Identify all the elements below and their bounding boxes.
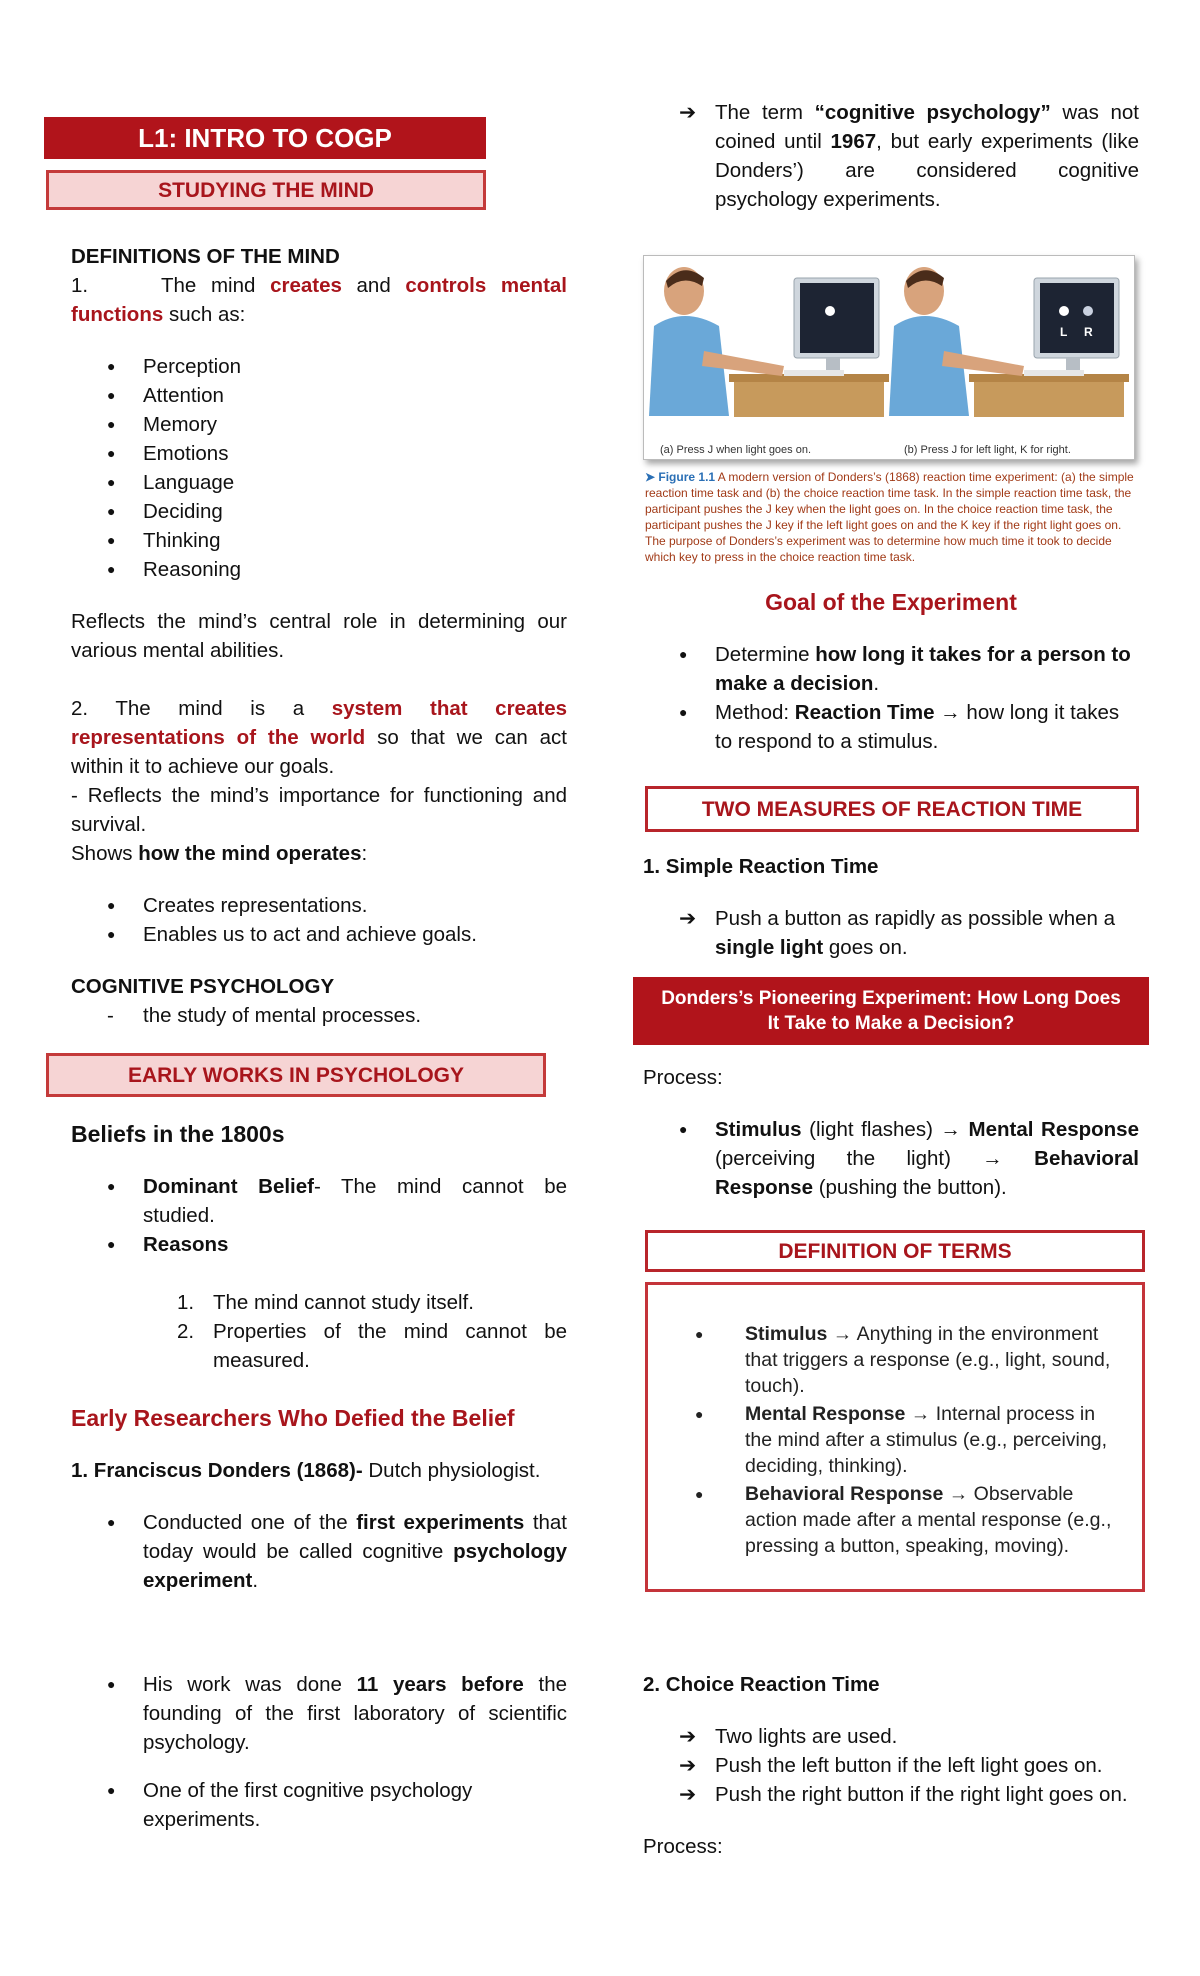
work-b1: 11 years before — [356, 1673, 524, 1696]
sub-banner — [46, 170, 486, 210]
reasons-bold: Reasons — [143, 1233, 229, 1256]
term-b2: 1967 — [830, 130, 877, 153]
donders-banner-line1: Donders’s Pioneering Experiment: How Long Does — [661, 988, 1121, 1009]
conducted-t2: that today would be called cognitive — [143, 1511, 568, 1563]
process-t2: (perceiving the light) → — [715, 1147, 1003, 1170]
def2-highlight: system that creates representations of the world — [71, 697, 567, 749]
simple-t1: Push a button as rapidly as possible when a — [715, 907, 1116, 930]
dominant-bold: Dominant Belief — [143, 1175, 314, 1198]
donders-banner — [633, 977, 1149, 1045]
list-item — [643, 698, 1139, 756]
list-item: ● Creates representations. — [71, 891, 567, 920]
list-item: ● Attention — [71, 381, 567, 410]
def-text: → Observable action made after a mental response (e.g., pressing a button, speaking, moving). — [745, 1483, 1112, 1557]
def1-num: 1. — [71, 274, 89, 297]
conducted-t3: . — [252, 1569, 259, 1592]
list-item: ➔ Push the left button if the left light goes on. — [643, 1751, 1139, 1780]
goal-heading: Goal of the Experiment — [765, 589, 1017, 615]
def1-highlight2: controls mental functions — [71, 274, 567, 326]
left-column — [71, 242, 567, 1030]
screen-letter-left: L — [1060, 325, 1068, 339]
conducted-b1: first experiments — [356, 1511, 525, 1534]
def-text: → Anything in the environment that triggers a response (e.g., light, sound, touch). — [745, 1323, 1111, 1397]
goal-list — [643, 640, 1139, 756]
definition-list — [660, 1321, 1126, 1559]
choice-heading: 2. Choice Reaction Time — [643, 1673, 880, 1696]
dominant-text: - The mind cannot be studied. — [143, 1175, 567, 1227]
reasons-list — [71, 1288, 567, 1375]
goal2-b1: Reaction Time — [794, 701, 935, 724]
list-item: ● Deciding — [71, 497, 567, 526]
simple-rt-section — [643, 852, 1139, 962]
beliefs-heading: Beliefs in the 1800s — [71, 1121, 285, 1147]
choice-rt-section — [643, 1670, 1139, 1861]
definition-banner-text: DEFINITION OF TERMS — [778, 1239, 1012, 1263]
work-list — [71, 1670, 567, 1834]
cog-psych-def — [71, 1001, 567, 1030]
list-item — [660, 1481, 1126, 1559]
donders-bold: 1. Franciscus Donders (1868)- — [71, 1459, 363, 1482]
operates-list — [71, 891, 567, 949]
donders-banner-line2: It Take to Make a Decision? — [767, 1013, 1015, 1034]
sub-banner-text: STUDYING THE MIND — [158, 178, 374, 202]
term-t3: , but early experiments (like Donders’) are considered cognitive psychology experiments. — [715, 130, 1139, 211]
goal1-t2: . — [873, 672, 880, 695]
process-b1: Stimulus — [715, 1118, 802, 1141]
panel-b — [889, 267, 1129, 417]
list-item: ● Perception — [71, 352, 567, 381]
donders-list — [71, 1508, 567, 1595]
shows-line — [71, 839, 567, 868]
definition-box — [645, 1282, 1145, 1592]
list-item: ➔ Two lights are used. — [643, 1722, 1139, 1751]
simple-b1: single light — [715, 936, 824, 959]
reflects-1: Reflects the mind’s central role in determining our various mental abilities. — [71, 610, 567, 662]
figure-caption — [645, 469, 1135, 565]
list-item — [71, 1288, 567, 1317]
work-t1: His work was done — [143, 1673, 342, 1696]
donders-text: Dutch physiologist. — [368, 1459, 541, 1482]
process-t1: (light flashes) → — [809, 1118, 961, 1141]
definition-2 — [71, 694, 567, 781]
caption-lead: ➤ Figure 1.1 — [645, 470, 716, 484]
process-label: Process: — [643, 1066, 723, 1089]
title-banner-text: L1: INTRO TO COGP — [138, 122, 392, 153]
term-b1: “cognitive psychology” — [814, 101, 1051, 124]
process-b3: Behavioral Response — [715, 1147, 1139, 1199]
def1-text2: and — [356, 274, 391, 297]
process-t3: (pushing the button). — [818, 1176, 1007, 1199]
cog-psych-heading: COGNITIVE PSYCHOLOGY — [71, 975, 335, 998]
early-works-banner — [46, 1053, 546, 1097]
screen-letter-right: R — [1084, 325, 1093, 339]
conducted-t1: Conducted one of the — [143, 1511, 348, 1534]
process-b2: Mental Response — [968, 1118, 1139, 1141]
title-banner — [44, 117, 486, 159]
choice-list — [643, 1722, 1139, 1809]
reflects-2: - Reflects the mind’s importance for functioning and survival. — [71, 784, 567, 836]
definition-1 — [71, 271, 567, 329]
def-term: Mental Response — [745, 1403, 906, 1425]
goal1-t1: Determine — [715, 643, 810, 666]
def-term: Behavioral Response — [745, 1483, 944, 1505]
reason-num: 1. — [177, 1291, 195, 1314]
goal1-b1: how long it takes for a person to make a decision — [715, 643, 1131, 695]
list-item: ● Reasoning — [71, 555, 567, 584]
list-item: ➔ Push the right button if the right light goes on. — [643, 1780, 1139, 1809]
shows-post: : — [361, 842, 368, 865]
def2-text2: so that we can act within it to achieve our goals. — [71, 726, 567, 778]
list-item — [643, 1115, 1139, 1202]
list-item — [643, 98, 1139, 214]
figure-label-b: (b) Press J for left light, K for right. — [904, 444, 1071, 456]
panel-a — [649, 267, 889, 417]
term-t1: The term — [715, 101, 803, 124]
work-t2: the founding of the first laboratory of scientific psychology. — [143, 1673, 568, 1754]
list-item: ● Memory — [71, 410, 567, 439]
def1-highlight1: creates — [270, 274, 342, 297]
def1-text3: such as: — [168, 303, 246, 326]
simple-t2: goes on. — [828, 936, 908, 959]
caption-text: A modern version of Donders’s (1868) reaction time experiment: (a) the simple reaction time task and (b) the choice reaction time task. In the simple reaction time task, the participant pushes the J key when the light goes on. In the choice reaction time task, the participant pushes the J key if the left light goes on and the K key if the right light goes on. The purpose of Donders’s experiment was to determine how much time it took to decide which key to press in the choice reaction time task. — [645, 470, 1134, 564]
goal2-t2: → how long it takes to respond to a stimulus. — [715, 701, 1120, 753]
goal2-t1: Method: — [715, 701, 790, 724]
beliefs-list — [71, 1172, 567, 1259]
reason-text: Properties of the mind cannot be measured. — [213, 1320, 567, 1372]
term-t2: was not coined until — [715, 101, 1139, 153]
left-column-lower — [71, 1120, 567, 1834]
reaction-time-illustration — [644, 256, 1134, 431]
simple-heading: 1. Simple Reaction Time — [643, 855, 879, 878]
reason-text: The mind cannot study itself. — [213, 1291, 474, 1314]
cog-dash: - — [107, 1004, 114, 1027]
list-item: ● Enables us to act and achieve goals. — [71, 920, 567, 949]
researchers-heading: Early Researchers Who Defied the Belief — [71, 1405, 515, 1431]
right-column-mid — [643, 588, 1139, 756]
donders-line — [71, 1456, 567, 1485]
right-column-top — [643, 98, 1139, 214]
reason-num: 2. — [177, 1320, 195, 1343]
list-item: ● One of the first cognitive psychology experiments. — [71, 1776, 567, 1834]
simple-list — [643, 904, 1139, 962]
list-item — [643, 904, 1139, 962]
cog-def-text: the study of mental processes. — [143, 1004, 422, 1027]
process-list — [643, 1115, 1139, 1202]
donders-figure — [643, 255, 1135, 460]
two-measures-banner-text: TWO MEASURES OF REACTION TIME — [701, 797, 1083, 821]
shows-pre: Shows — [71, 842, 133, 865]
definitions-heading: DEFINITIONS OF THE MIND — [71, 245, 340, 268]
figure-label-a: (a) Press J when light goes on. — [660, 444, 812, 456]
list-item — [660, 1401, 1126, 1479]
definition-banner — [645, 1230, 1145, 1272]
list-item — [71, 1317, 567, 1375]
process-label-2: Process: — [643, 1835, 723, 1858]
list-item — [71, 1670, 567, 1757]
process-section — [643, 1063, 1139, 1202]
def-text: → Internal process in the mind after a stimulus (e.g., perceiving, deciding, thinking). — [745, 1403, 1107, 1477]
list-item: ● Language — [71, 468, 567, 497]
two-measures-banner — [645, 786, 1139, 832]
list-item — [71, 1230, 567, 1259]
def2-text1: 2. The mind is a — [71, 697, 305, 720]
term-list — [643, 98, 1139, 214]
list-item — [71, 1508, 567, 1595]
list-item: ● Emotions — [71, 439, 567, 468]
early-works-banner-text: EARLY WORKS IN PSYCHOLOGY — [127, 1063, 465, 1087]
def1-text1: The mind — [160, 274, 256, 297]
def-term: Stimulus — [745, 1323, 828, 1345]
list-item — [643, 640, 1139, 698]
shows-bold: how the mind operates — [138, 842, 362, 865]
list-item — [71, 1172, 567, 1230]
mental-functions-list — [71, 352, 567, 584]
list-item — [660, 1321, 1126, 1399]
conducted-b2: psychology experiment — [143, 1540, 567, 1592]
list-item: ● Thinking — [71, 526, 567, 555]
